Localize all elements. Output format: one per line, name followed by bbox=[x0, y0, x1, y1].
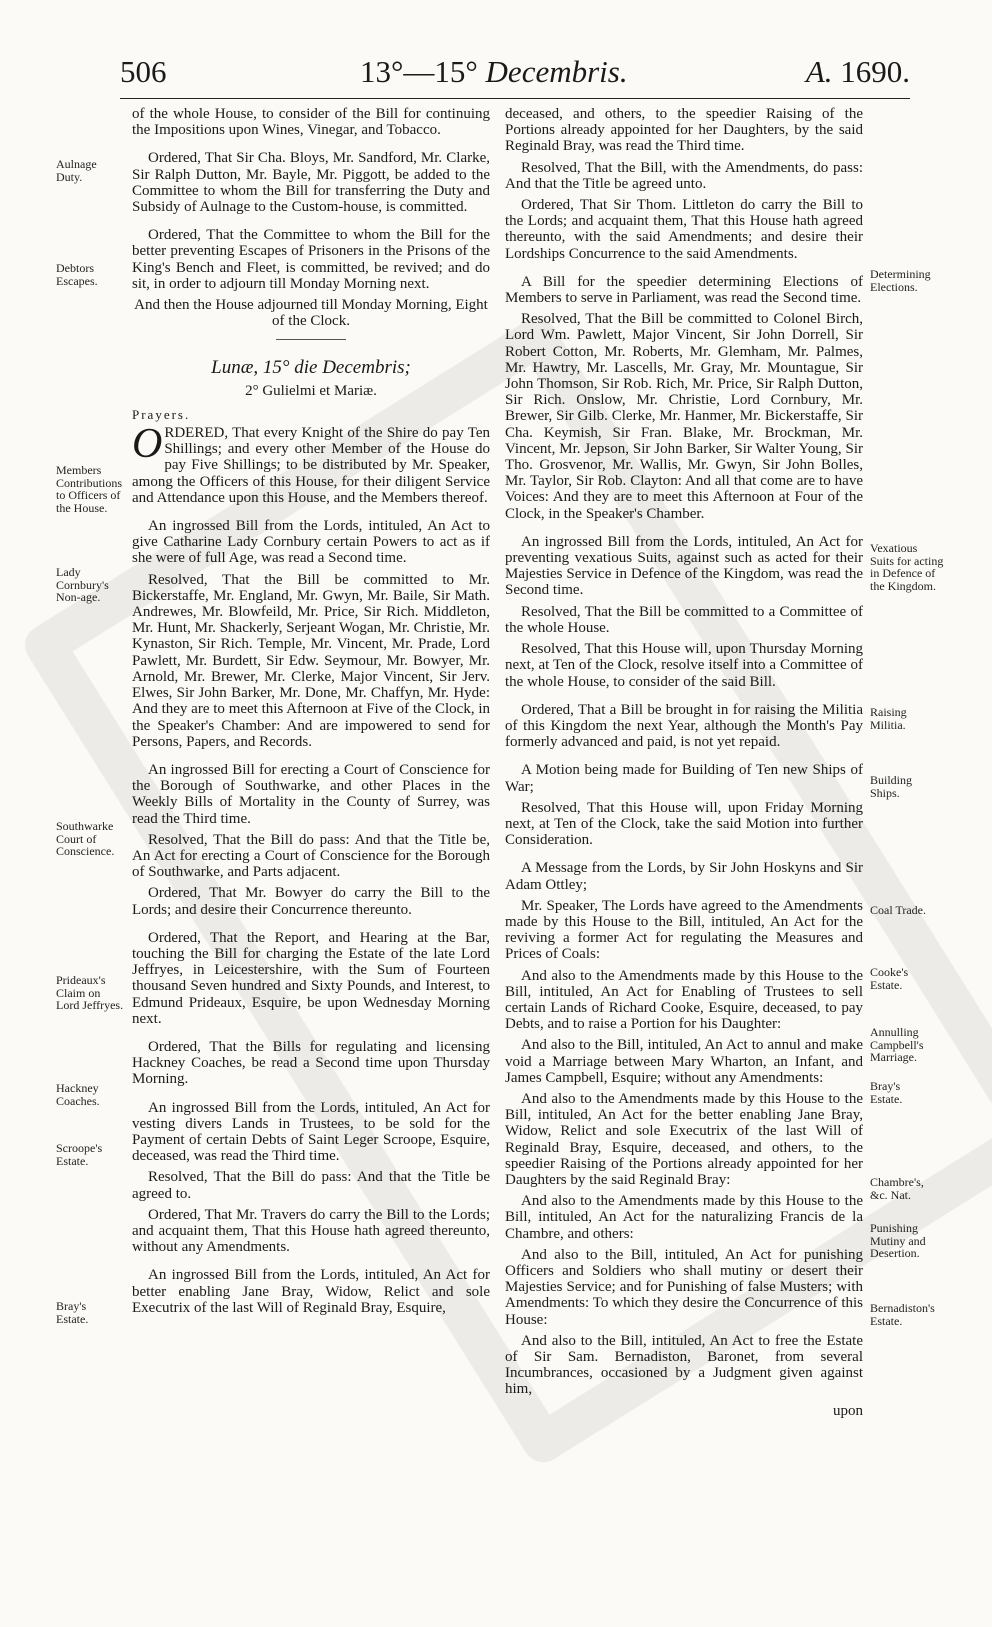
date-number: 13°—15° bbox=[360, 54, 478, 89]
paragraph-text: RDERED, That every Knight of the Shire do pay Ten Shillings; and every other Member of the House do pay Five Shillings; to be distributed by Mr. Speaker, among the Officers of this House, for their diligent Service and Attendance upon this House, and the Members thereof. bbox=[132, 425, 490, 506]
margin-note-aulnage: Aulnage Duty. bbox=[56, 157, 97, 184]
paragraph: of the whole House, to consider of the Bill for continuing the Impositions upon Wines, Vinegar, and Tobacco. bbox=[132, 106, 490, 139]
paragraph: And also to the Amendments made by this House to the Bill, intituled, An Act for the naturalizing Francis de la Chambre, and others: bbox=[505, 1193, 863, 1242]
margin-note-mutiny: Punishing Mutiny and Desertion. bbox=[870, 1221, 926, 1260]
paragraph: Resolved, That the Bill be committed to Colonel Birch, Lord Wm. Pawlett, Major Vincent, Sir John Dorrell, Sir Robert Cotton, Mr. Roberts, Mr. Glemham, Mr. Palmes, Mr. Hawtry, Mr. Lascells, Mr. Gray, Mr. Mountague, Sir John Thomson, Sir Rob. Rich, Mr. Price, Sir Ralph Dutton, Sir Rich. Onslow, Mr. Christie, Lord Cornbury, Mr. Brewer, Sir Gilb. Clerke, Mr. Hanmer, Mr. Bickerstaffe, Sir Cha. Keymish, Sir Fran. Blake, Mr. Brockman, Mr. Vincent, Mr. Jepson, Sir John Barker, Sir Walter Young, Sir Tho. Grosvenor, Mr. Wallis, Mr. Gwyn, Sir John Bolles, Mr. Taylor, Sir Rob. Clayton: And all that come are to have Voices: And they are to meet this Afternoon at Four of the Clock, in the Speaker's Chamber. bbox=[505, 311, 863, 522]
margin-note-scroope: Scroope's Estate. bbox=[56, 1141, 103, 1168]
paragraph: Resolved, That this House will, upon Friday Morning next, at Ten of the Clock, take the said Motion into further Consideration. bbox=[505, 799, 863, 849]
paragraph: Resolved, That the Bill do pass: And that the Title be agreed to. bbox=[132, 1169, 490, 1202]
paragraph: Ordered, That Mr. Bowyer do carry the Bill to the Lords; and desire their Concurrence thereunto. bbox=[132, 885, 490, 918]
drop-cap: O bbox=[132, 421, 163, 468]
margin-note-southwarke: Southwarke Court of Conscience. bbox=[56, 819, 115, 858]
paragraph: An ingrossed Bill from the Lords, intituled, An Act for preventing vexatious Suits, against such as acted for their Majesties Service in Defence of the Kingdom, was read the Second time. bbox=[505, 533, 863, 599]
paragraph: An ingrossed Bill from the Lords, intituled, An Act to give Catharine Lady Cornbury certain Powers to act as if she were of full Age, was read a Second time. bbox=[132, 518, 490, 567]
right-column bbox=[505, 106, 863, 1424]
paragraph: A Message from the Lords, by Sir John Hoskyns and Sir Adam Ottley; bbox=[505, 860, 863, 893]
margin-note-campbell: Annulling Campbell's Marriage. bbox=[870, 1025, 924, 1064]
paragraph: Resolved, That the Bill do pass: And that the Title be, An Act for erecting a Court of Conscience for the Borough of Southwarke, and Parts adjacent. bbox=[132, 831, 490, 881]
margin-note-hackney: Hackney Coaches. bbox=[56, 1081, 100, 1108]
page-number: 506 bbox=[120, 54, 167, 89]
year-prefix: A. bbox=[805, 54, 833, 89]
margin-note-militia: Raising Militia. bbox=[870, 705, 907, 732]
paragraph: A Motion being made for Building of Ten new Ships of War; bbox=[505, 762, 863, 795]
paragraph: An ingrossed Bill from the Lords, intituled, An Act for vesting divers Lands in Trustees, to be sold for the Payment of certain Debts of Saint Leger Scroope, Esquire, deceased, was read the Third time. bbox=[132, 1099, 490, 1165]
page-header bbox=[120, 54, 910, 99]
paragraph: An ingrossed Bill for erecting a Court of Conscience for the Borough of Southwarke, and other Places in the Weekly Bills of Mortality in the County of Surrey, was read the Third time. bbox=[132, 761, 490, 827]
paragraph: A Bill for the speedier determining Elections of Members to serve in Parliament, was read the Second time. bbox=[505, 273, 863, 307]
page-year bbox=[806, 54, 910, 90]
paragraph: Mr. Speaker, The Lords have agreed to the Amendments made by this House to the Bill, intituled, An Act for the reviving a former Act for regulating the Measures and Prices of Coals: bbox=[505, 897, 863, 963]
paragraph: Resolved, That this House will, upon Thursday Morning next, at Ten of the Clock, resolve itself into a Committee of the whole House, to consider of the said Bill. bbox=[505, 641, 863, 690]
margin-note-members: Members Contributions to Officers of the House. bbox=[56, 463, 123, 515]
paragraph: Ordered, That Sir Thom. Littleton do carry the Bill to the Lords; and acquaint them, That this House hath agreed thereunto, with the said Amendments; and desire their Lordships Concurrence to the said Amendments. bbox=[505, 197, 863, 262]
day-heading: Lunæ, 15° die Decembris; bbox=[211, 357, 411, 379]
paragraph: And also to the Bill, intituled, An Act for punishing Officers and Soldiers who shall mutiny or desert their Majesties Service; and for Punishing of false Musters; with Amendments: To which they desire the Concurrence of this House: bbox=[505, 1246, 863, 1328]
margin-note-ships: Building Ships. bbox=[870, 773, 913, 800]
paragraph: And also to the Amendments made by this House to the Bill, intituled, An Act for Enabling of Trustees to sell certain Lands of Richard Cooke, Esquire, deceased, to pay Debts, and to raise a Portion for his Daughter: bbox=[505, 967, 863, 1033]
paragraph: Ordered, That the Bills for regulating and licensing Hackney Coaches, be read a Second time upon Thursday Morning. bbox=[132, 1038, 490, 1088]
paragraph: Ordered, That the Committee to whom the Bill for the better preventing Escapes of Prisoners in the Prisons of the King's Bench and Fleet, is committed, be revived; and do sit, in order to adjourn till Monday Morning next. bbox=[132, 227, 490, 292]
reign-heading: 2° Gulielmi et Mariæ. bbox=[245, 382, 377, 399]
margin-note-bray-left: Bray's Estate. bbox=[56, 1299, 89, 1326]
paragraph: And also to the Bill, intituled, An Act to free the Estate of Sir Sam. Bernadiston, Baronet, from several Incumbrances, occasioned by a Judgment given against him, bbox=[505, 1332, 863, 1398]
margin-note-cornbury: Lady Cornbury's Non-age. bbox=[56, 565, 109, 604]
paragraph: An ingrossed Bill from the Lords, intituled, An Act for better enabling Jane Bray, Widow, Relict and sole Executrix of the last Will of Reginald Bray, Esquire, bbox=[132, 1267, 490, 1316]
paragraph: Ordered, That Mr. Travers do carry the Bill to the Lords; and acquaint them, That this House hath agreed thereunto, without any Amendments. bbox=[132, 1206, 490, 1256]
paragraph: And also to the Amendments made by this House to the Bill, intituled, An Act for the better enabling Jane Bray, Widow, Relict and sole Executrix of the last Will of Reginald Bray, Esquire, deceased, and others, to the speedier Raising of the Portions already appointed for her Daughters by the said Reginald Bray: bbox=[505, 1090, 863, 1188]
paragraph: Ordered, That the Report, and Hearing at the Bar, touching the Bill for charging the Estate of the late Lord Jeffryes, in Leicestershire, with the Sum of Fourteen thousand Seven hundred and Sixty Pounds, and Interest, to Edmund Prideaux, Esquire, be upon Wednesday Morning next. bbox=[132, 929, 490, 1027]
date-word: Decembris. bbox=[485, 54, 628, 89]
divider bbox=[276, 339, 346, 340]
margin-note-elections: Determining Elections. bbox=[870, 267, 931, 294]
left-column bbox=[132, 106, 490, 1321]
paragraph: deceased, and others, to the speedier Raising of the Portions already appointed for her Daughters, by the said Reginald Bray, was read the Third time. bbox=[505, 106, 863, 155]
paragraph: Ordered, That Sir Cha. Bloys, Mr. Sandford, Mr. Clarke, Sir Ralph Dutton, Mr. Bayle, Mr. Piggott, be added to the Committee to whom the Bill for transferring the Duty and Subsidy of Aulnage to the Custom-house, is committed. bbox=[132, 150, 490, 216]
margin-note-chambre: Chambre's, &c. Nat. bbox=[870, 1175, 924, 1202]
year-number: 1690. bbox=[840, 54, 910, 89]
paragraph: And also to the Bill, intituled, An Act to annul and make void a Marriage between Mary Wharton, an Infant, and James Campbell, Esquire; without any Amendments: bbox=[505, 1037, 863, 1086]
prayers-heading: Prayers. bbox=[132, 406, 191, 422]
page-date bbox=[360, 54, 628, 90]
paragraph: Resolved, That the Bill be committed to Mr. Bickerstaffe, Mr. England, Mr. Gwyn, Mr. Baile, Sir Math. Andrewes, Mr. Blowfeild, Mr. Price, Sir Rich. Middleton, Mr. Hunt, Mr. Shackerly, Serjeant Wogan, Mr. Christie, Mr. Kynaston, Sir Rich. Temple, Mr. Vincent, Mr. Prade, Lord Pawlett, Mr. Burdett, Sir Edw. Seymour, Mr. Bowyer, Mr. Arnold, Mr. Brewer, Mr. Clerke, Major Vincent, Sir Jerv. Elwes, Sir John Barker, Mr. Done, Mr. Chaffyn, Mr. Hyde: And they are to meet this Afternoon at Five of the Clock, in the Speaker's Chamber: And are impowered to send for Persons, Papers, and Records. bbox=[132, 571, 490, 750]
paragraph bbox=[132, 421, 490, 506]
adjournment: And then the House adjourned till Monday Morning, Eight of the Clock. bbox=[134, 297, 488, 330]
catchword: upon bbox=[833, 1402, 863, 1419]
margin-note-debtors: Debtors Escapes. bbox=[56, 261, 98, 288]
paragraph: Resolved, That the Bill be committed to a Committee of the whole House. bbox=[505, 603, 863, 636]
margin-note-prideaux: Prideaux's Claim on Lord Jeffryes. bbox=[56, 973, 124, 1012]
paragraph: Ordered, That a Bill be brought in for raising the Militia of this Kingdom the next Year, although the Month's Pay formerly advanced and paid, is not yet repaid. bbox=[505, 701, 863, 751]
margin-note-coal: Coal Trade. bbox=[870, 903, 927, 917]
margin-note-bray-right: Bray's Estate. bbox=[870, 1079, 903, 1106]
margin-note-bernadiston: Bernadiston's Estate. bbox=[870, 1301, 935, 1328]
paragraph: Resolved, That the Bill, with the Amendments, do pass: And that the Title be agreed unto. bbox=[505, 159, 863, 192]
margin-note-cooke: Cooke's Estate. bbox=[870, 965, 909, 992]
margin-note-vexatious: Vexatious Suits for acting in Defence of the Kingdom. bbox=[870, 541, 944, 593]
